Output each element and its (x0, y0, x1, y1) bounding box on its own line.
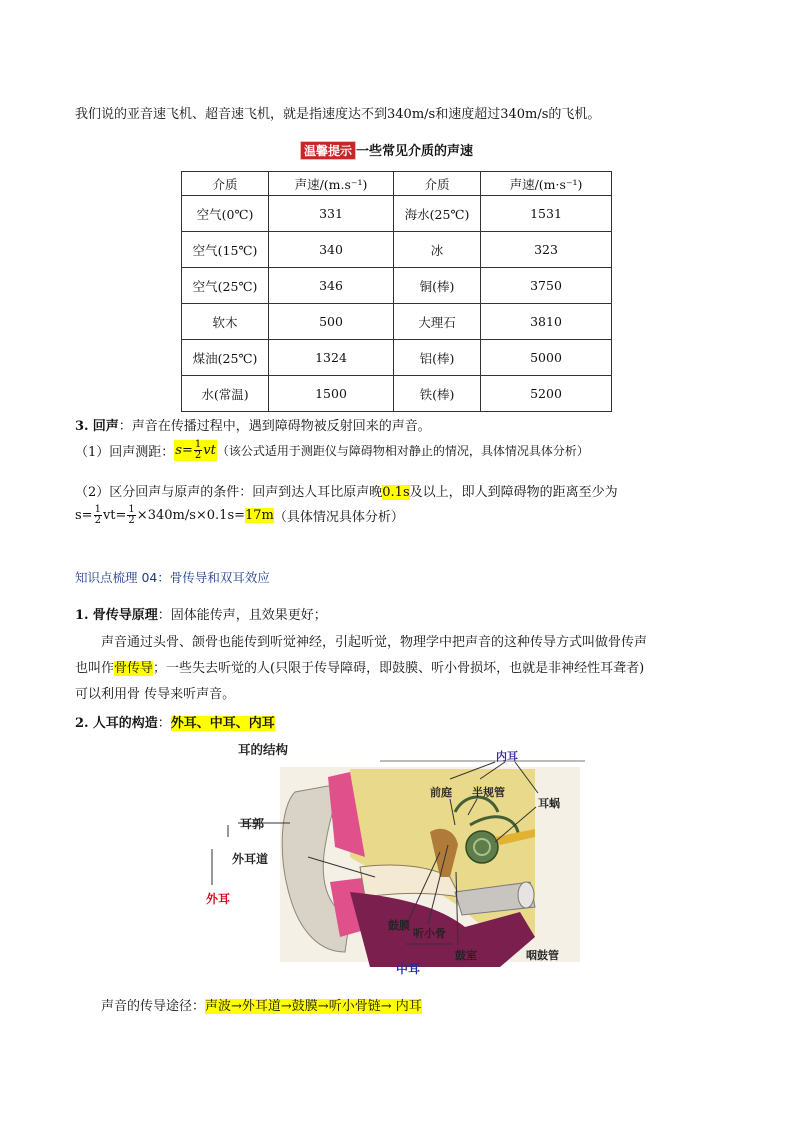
echo-heading-term: 回声 (92, 419, 119, 434)
echo-heading (75, 415, 431, 434)
table-row (182, 304, 612, 340)
echo-condition-text: （2）区分回声与原声的条件：回声到达人耳比原声晚 (75, 485, 383, 500)
echo-formula (174, 440, 217, 461)
table-cell: 海水(25℃) (394, 196, 481, 232)
table-cell: 3810 (481, 304, 612, 340)
table-cell: 大理石 (394, 304, 481, 340)
label-middle-ear: 中耳 (396, 962, 421, 976)
label-ear-canal: 外耳道 (232, 852, 269, 866)
table-cell: 空气(0℃) (182, 196, 269, 232)
sound-path-label: 声音的传导途径： (101, 999, 206, 1014)
sound-speed-table (181, 171, 612, 412)
echo-condition-text2: 及以上，即人到障碍物的距离至少为 (409, 485, 618, 500)
table-cell: 346 (269, 268, 394, 304)
table-cell: 5200 (481, 376, 612, 412)
bone-text: 也叫作 (75, 661, 115, 676)
echo-ranging (75, 440, 589, 461)
formula-result: 17m (245, 508, 274, 523)
table-row (182, 376, 612, 412)
table-header: 介质 (394, 172, 481, 196)
tip-heading (300, 140, 473, 160)
table-header: 声速/(m·s⁻¹) (481, 172, 612, 196)
bone-heading-text: ：固体能传声，且效果更好； (157, 608, 327, 623)
table-cell: 空气(25℃) (182, 268, 269, 304)
table-cell: 铁(棒) (394, 376, 481, 412)
echo-delay-value: 0.1s (382, 485, 410, 500)
table-cell: 水(常温) (182, 376, 269, 412)
table-row (182, 196, 612, 232)
label-eardrum: 鼓膜 (388, 919, 410, 932)
formula-s: s= (75, 508, 93, 523)
table-cell: 340 (269, 232, 394, 268)
formula-vt: vt (203, 443, 216, 458)
echo-heading-num: 3. (75, 419, 89, 434)
table-cell: 铝(棒) (394, 340, 481, 376)
bone-para-line3: 可以利用骨 传导来听声音。 (75, 687, 236, 702)
diagram-title: 耳的结构 (238, 742, 289, 757)
fraction-num: 1 (94, 504, 101, 515)
table-header-row (182, 172, 612, 196)
fraction-num: 1 (194, 439, 202, 450)
bone-para-line1: 声音通过头骨、颌骨也能传到听觉神经，引起听觉，物理学中把声音的这种传导方式叫做骨传声 (101, 635, 648, 650)
bone-text: ；一些失去听觉的人(只限于传导障碍，即鼓膜、听小骨损坏，也就是非神经性耳聋者) (153, 661, 645, 676)
table-cell: 331 (269, 196, 394, 232)
echo-ranging-note: （该公式适用于测距仪与障碍物相对静止的情况，具体情况具体分析） (216, 444, 589, 458)
ear-heading-term: 人耳的构造 (92, 716, 158, 731)
label-ossicles: 听小骨 (413, 927, 446, 940)
label-inner-ear: 内耳 (496, 750, 518, 763)
ear-heading (75, 712, 275, 731)
echo-heading-text: ：声音在传播过程中，遇到障碍物被反射回来的声音。 (118, 419, 431, 434)
bone-heading-term: 骨传导原理 (92, 608, 158, 623)
bone-heading (75, 604, 327, 623)
formula-vt: vt= (102, 508, 127, 523)
table-cell: 1324 (269, 340, 394, 376)
sound-path (101, 995, 422, 1014)
table-header: 声速/(m.s⁻¹) (269, 172, 394, 196)
table-cell: 5000 (481, 340, 612, 376)
formula-calc: ×340m/s×0.1s= (136, 508, 246, 523)
ear-heading-highlight: 外耳、中耳、内耳 (170, 716, 275, 731)
echo-distance-formula (75, 505, 404, 526)
ear-diagram (200, 737, 590, 982)
ear-heading-colon: ： (157, 716, 171, 731)
intro-text: 我们说的亚音速飞机、超音速飞机，就是指速度达不到340m/s和速度超过340m/s的飞机。 (75, 107, 601, 122)
echo-ranging-label: （1）回声测距： (75, 445, 175, 460)
table-cell: 冰 (394, 232, 481, 268)
bone-heading-num: 1. (75, 608, 89, 623)
label-outer-ear: 外耳 (206, 892, 231, 906)
bone-para-line2 (75, 657, 644, 676)
table-cell: 323 (481, 232, 612, 268)
label-eustachian-tube: 咽鼓管 (526, 949, 559, 962)
section-title: 知识点梳理 04：骨传导和双耳效应 (75, 570, 270, 585)
formula-fraction (127, 505, 135, 526)
table-cell: 500 (269, 304, 394, 340)
ear-heading-num: 2. (75, 716, 89, 731)
table-cell: 3750 (481, 268, 612, 304)
table-row (182, 268, 612, 304)
formula-s: s= (175, 443, 193, 458)
label-semicircular-canals: 半规管 (472, 786, 505, 799)
sound-path-highlight: 声波→外耳道→鼓膜→听小骨链→ 内耳 (205, 999, 422, 1014)
table-header: 介质 (182, 172, 269, 196)
tip-badge: 温馨提示 (300, 141, 356, 160)
table-cell: 软木 (182, 304, 269, 340)
tip-title: 一些常见介质的声速 (356, 144, 474, 159)
label-tympanic-cavity: 鼓室 (455, 949, 477, 962)
formula-note: （具体情况具体分析） (273, 510, 404, 525)
table-cell: 空气(15℃) (182, 232, 269, 268)
label-vestibule: 前庭 (430, 786, 452, 799)
formula-fraction (194, 440, 202, 461)
formula-fraction (94, 505, 102, 526)
echo-condition (75, 481, 618, 500)
table-cell: 铜(棒) (394, 268, 481, 304)
fraction-den: 2 (128, 515, 135, 526)
fraction-den: 2 (94, 515, 101, 526)
fraction-num: 1 (128, 504, 135, 515)
label-auricle: 耳郭 (240, 817, 265, 831)
table-cell: 煤油(25℃) (182, 340, 269, 376)
table-row (182, 232, 612, 268)
table-row (182, 340, 612, 376)
table-cell: 1500 (269, 376, 394, 412)
label-cochlea: 耳蜗 (538, 797, 560, 810)
bone-term-highlight: 骨传导 (114, 661, 154, 676)
fraction-den: 2 (194, 450, 202, 461)
table-cell: 1531 (481, 196, 612, 232)
